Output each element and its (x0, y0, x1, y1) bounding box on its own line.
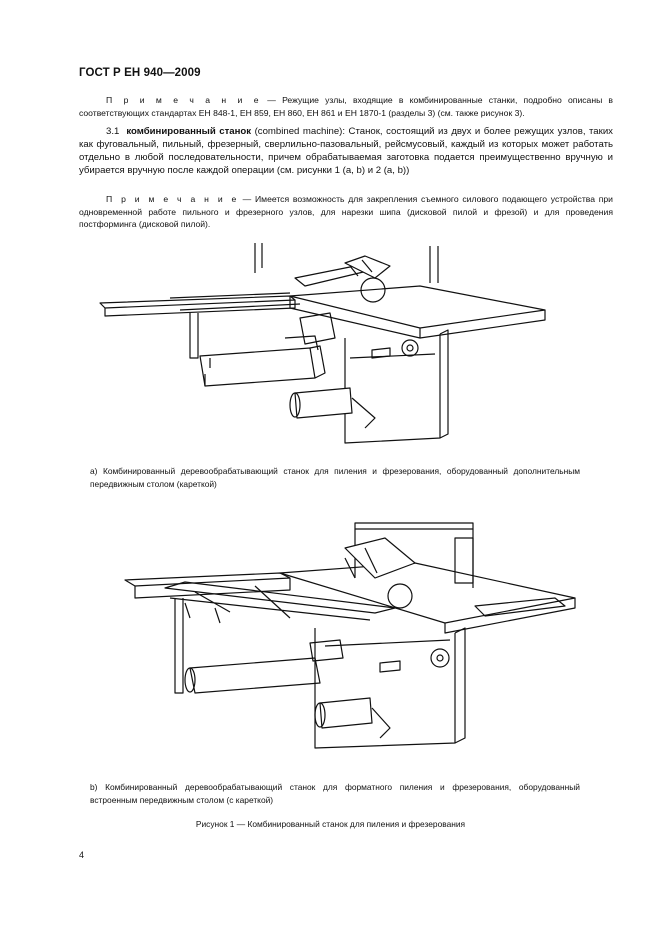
note-2-text: — Имеется возможность для закрепления съемного силового подающего устройства при одновременной работе пильного и фрезерного узлов, для нарезки шипа (дисковой пилой и фрезой) и для проведения постформинга (дисковой пилой). (79, 194, 613, 230)
definition-number: 3.1 (106, 126, 120, 137)
definition-text: (combined machine): Станок, состоящий из двух и более режущих узлов, таких как фуговальный, пильный, фрезерный, сверлильно-пазовальный, рейсмусовый, каждый из которых может работать отдельно в любой последовательности, причем обрабатываемая заготовка подается преимущественно вручную и убирается вручную после каждой операции (см. рисунки 1 (a, b) и 2 (a, b)) (79, 126, 613, 176)
definition-term: комбинированный станок (126, 126, 252, 137)
definition-3-1 (79, 125, 613, 177)
figure-a-caption: a) Комбинированный деревообрабатывающий станок для пиления и фрезерования, оборудованный дополнительным передвижным столом (кареткой) (90, 466, 580, 489)
figure-title: Рисунок 1 — Комбинированный станок для пиления и фрезерования (195, 819, 466, 829)
note-2-label: П р и м е ч а н и е (106, 194, 239, 204)
figure-a-illustration (90, 238, 560, 456)
note-1-text: — Режущие узлы, входящие в комбинированные станки, подробно описаны в соответствующих стандартах ЕН 848-1, ЕН 859, ЕН 860, ЕН 861 и ЕН 1870-1 (разделы 3) (см. также рисунок 3). (79, 95, 613, 118)
note-1-label: П р и м е ч а н и е (106, 95, 262, 105)
note-2 (79, 193, 613, 231)
note-1 (79, 94, 613, 119)
document-header: ГОСТ Р ЕН 940—2009 (79, 67, 201, 79)
figure-b-illustration (115, 518, 580, 763)
page-number: 4 (79, 850, 85, 860)
figure-b-caption: b) Комбинированный деревообрабатывающий станок для форматного пиления и фрезерования, оборудованный встроенным передвижным столом (с кареткой) (90, 782, 580, 805)
